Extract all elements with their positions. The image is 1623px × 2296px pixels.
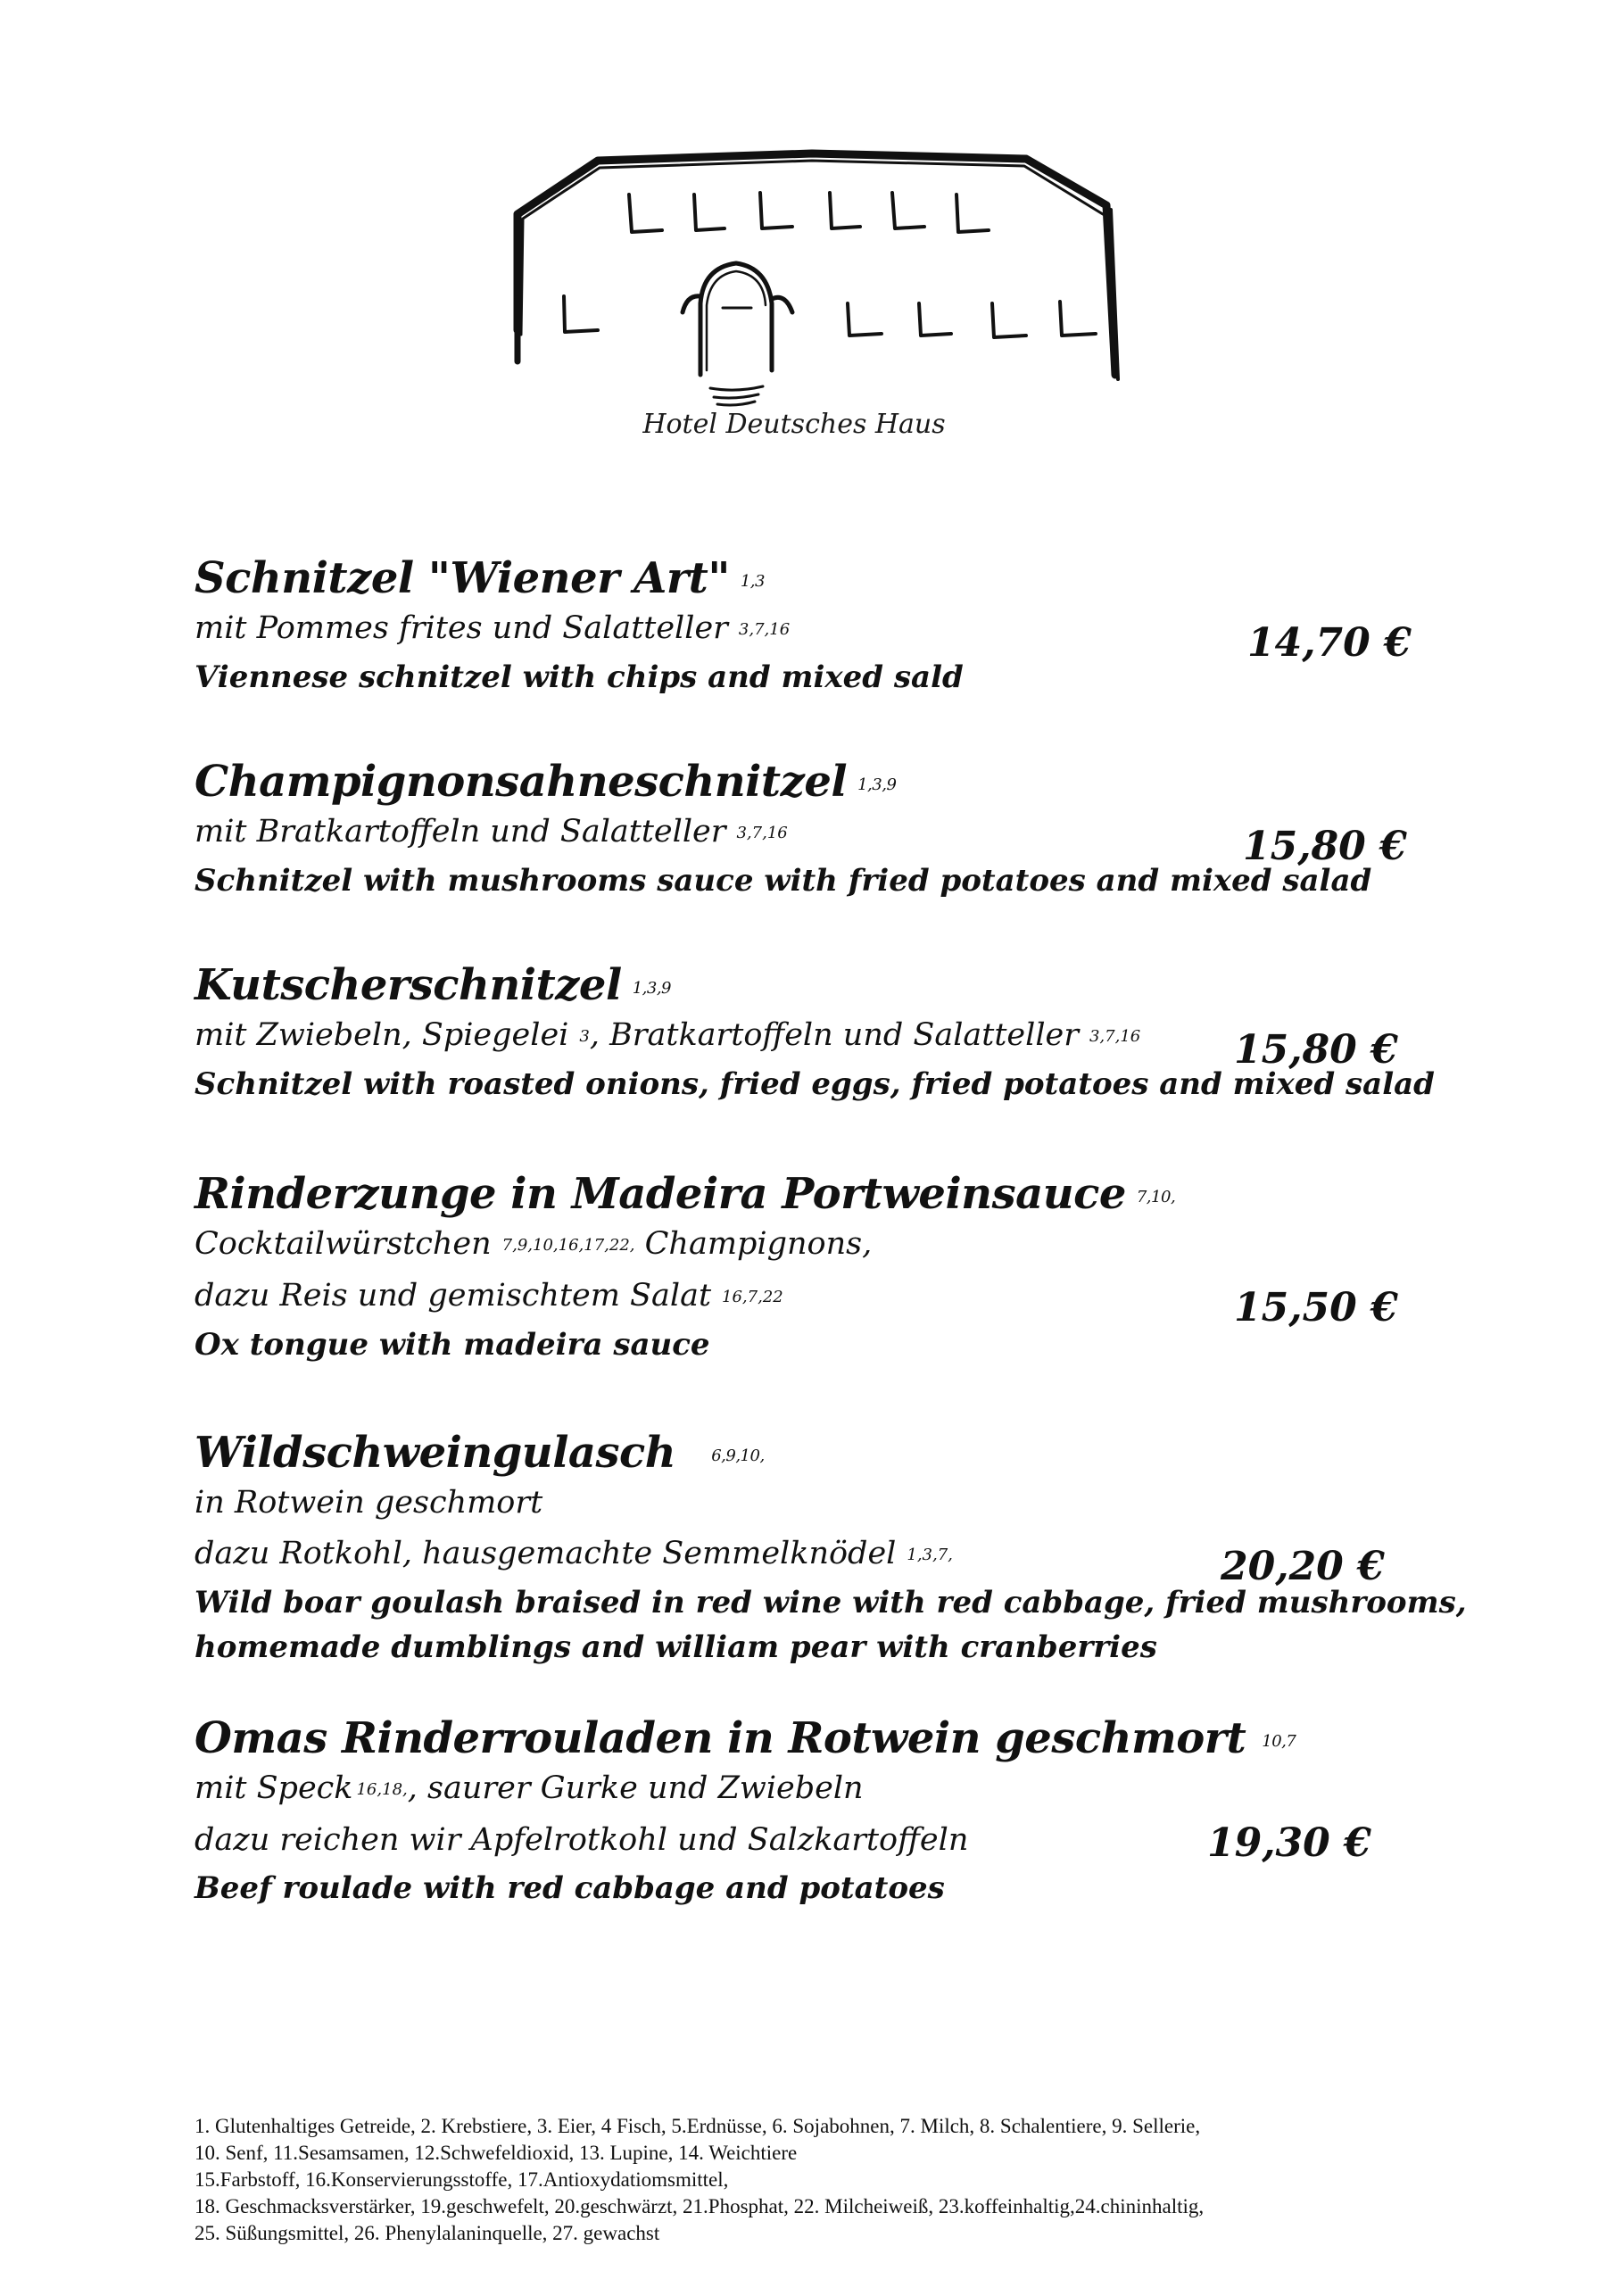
dish-title (195, 1428, 1444, 1478)
allergen-legend (195, 2113, 1462, 2247)
description-text: in Rotwein geschmort (195, 1485, 543, 1521)
dish-title (195, 553, 1444, 603)
allergen-codes: 1,3,9 (632, 979, 672, 998)
footnote-line: 18. Geschmacksverstärker, 19.geschwefelt, 20.geschwärzt, 21.Phosphat, 22. Milcheiweiß, 23.koffeinhaltig,24.chininhaltig, (195, 2195, 1205, 2217)
dish-english: Beef roulade with red cabbage and potatoes (195, 1870, 945, 1906)
footnote-line: 10. Senf, 11.Sesamsamen, 12.Schwefeldioxid, 13. Lupine, 14. Weichtiere (195, 2142, 798, 2164)
allergen-codes: 3,7,16 (1089, 1027, 1141, 1046)
dish-title (195, 1169, 1444, 1219)
dish-price: 15,80 € (1234, 1027, 1398, 1073)
description-text: dazu reichen wir Apfelrotkohl und Salzkartoffeln (195, 1822, 969, 1858)
dish-price: 14,70 € (1247, 620, 1412, 666)
description-text: mit Pommes frites und Salatteller (195, 610, 728, 646)
dish-name: Rinderzunge in Madeira Portweinsauce (195, 1169, 1126, 1219)
footnote-line: 15.Farbstoff, 16.Konservierungsstoffe, 17.Antioxydatiomsmittel, (195, 2168, 729, 2191)
description-text: , saurer Gurke und Zwiebeln (407, 1770, 864, 1806)
allergen-codes: 3,7,16 (736, 824, 788, 842)
allergen-codes: 16,18, (356, 1780, 408, 1799)
description-text: mit Zwiebeln, Spiegelei (195, 1017, 569, 1053)
dish-english: homemade dumblings and william pear with cranberries (195, 1629, 1157, 1665)
dish-english: Schnitzel with roasted onions, fried eggs, fried potatoes and mixed salad (195, 1066, 1435, 1102)
allergen-codes: 10,7 (1262, 1732, 1296, 1751)
dish-name: Schnitzel "Wiener Art" (195, 553, 730, 603)
hotel-name: Hotel Deutsches Haus (642, 409, 946, 440)
menu-item (195, 1169, 1444, 1367)
dish-description (195, 1219, 1444, 1271)
dish-title (195, 757, 1444, 807)
allergen-codes: 7,10, (1136, 1188, 1176, 1206)
allergen-codes: 1,3,7, (907, 1546, 953, 1564)
footnote-line: 25. Süßungsmittel, 26. Phenylalaninquelle, 27. gewachst (195, 2222, 660, 2244)
menu-item (195, 757, 1444, 903)
allergen-codes: 3 (579, 1027, 590, 1046)
dish-name: Wildschweingulasch (195, 1428, 676, 1478)
dish-english: Ox tongue with madeira sauce (195, 1327, 710, 1363)
allergen-codes: 1,3,9 (857, 775, 897, 794)
dish-price: 19,30 € (1207, 1820, 1371, 1866)
description-text: mit Speck (195, 1770, 353, 1806)
dish-english: Wild boar goulash braised in red wine with red cabbage, fried mushrooms, (195, 1585, 1467, 1620)
menu-item (195, 960, 1444, 1107)
description-text: Champignons, (634, 1226, 873, 1262)
dish-name: Kutscherschnitzel (195, 960, 622, 1010)
dish-price: 15,50 € (1234, 1285, 1398, 1330)
menu-item (195, 553, 1444, 700)
allergen-codes: 6,9,10, (711, 1446, 765, 1465)
dish-description (195, 1763, 1444, 1815)
dish-name: Omas Rinderrouladen in Rotwein geschmort (195, 1713, 1246, 1763)
allergen-codes: 7,9,10,16,17,22, (501, 1236, 635, 1255)
allergen-codes: 3,7,16 (738, 620, 791, 639)
description-text: mit Bratkartoffeln und Salatteller (195, 814, 726, 850)
hotel-building-sketch-icon (500, 134, 1142, 455)
allergen-codes: 1,3 (740, 572, 765, 591)
dish-description (195, 1478, 1444, 1529)
hotel-logo (500, 134, 1142, 455)
dish-price: 15,80 € (1243, 824, 1407, 869)
description-text: dazu Reis und gemischtem Salat (195, 1278, 712, 1314)
dish-english: Schnitzel with mushrooms sauce with fried potatoes and mixed salad (195, 863, 1372, 899)
footnote-line: 1. Glutenhaltiges Getreide, 2. Krebstiere, 3. Eier, 4 Fisch, 5.Erdnüsse, 6. Sojabohnen, 7. Milch, 8. Schalentiere, 9. Sellerie, (195, 2115, 1201, 2137)
dish-title (195, 960, 1444, 1010)
allergen-codes: 16,7,22 (722, 1288, 783, 1306)
dish-price: 20,20 € (1221, 1544, 1385, 1589)
menu-item (195, 1428, 1467, 1670)
dish-english: Viennese schnitzel with chips and mixed sald (195, 659, 964, 695)
description-text: Cocktailwürstchen (195, 1226, 492, 1262)
dish-title (195, 1713, 1444, 1763)
menu-item (195, 1713, 1444, 1911)
description-text: , Bratkartoffeln und Salatteller (589, 1017, 1079, 1053)
dish-name: Champignonsahneschnitzel (195, 757, 848, 807)
description-text: dazu Rotkohl, hausgemachte Semmelknödel (195, 1536, 897, 1571)
